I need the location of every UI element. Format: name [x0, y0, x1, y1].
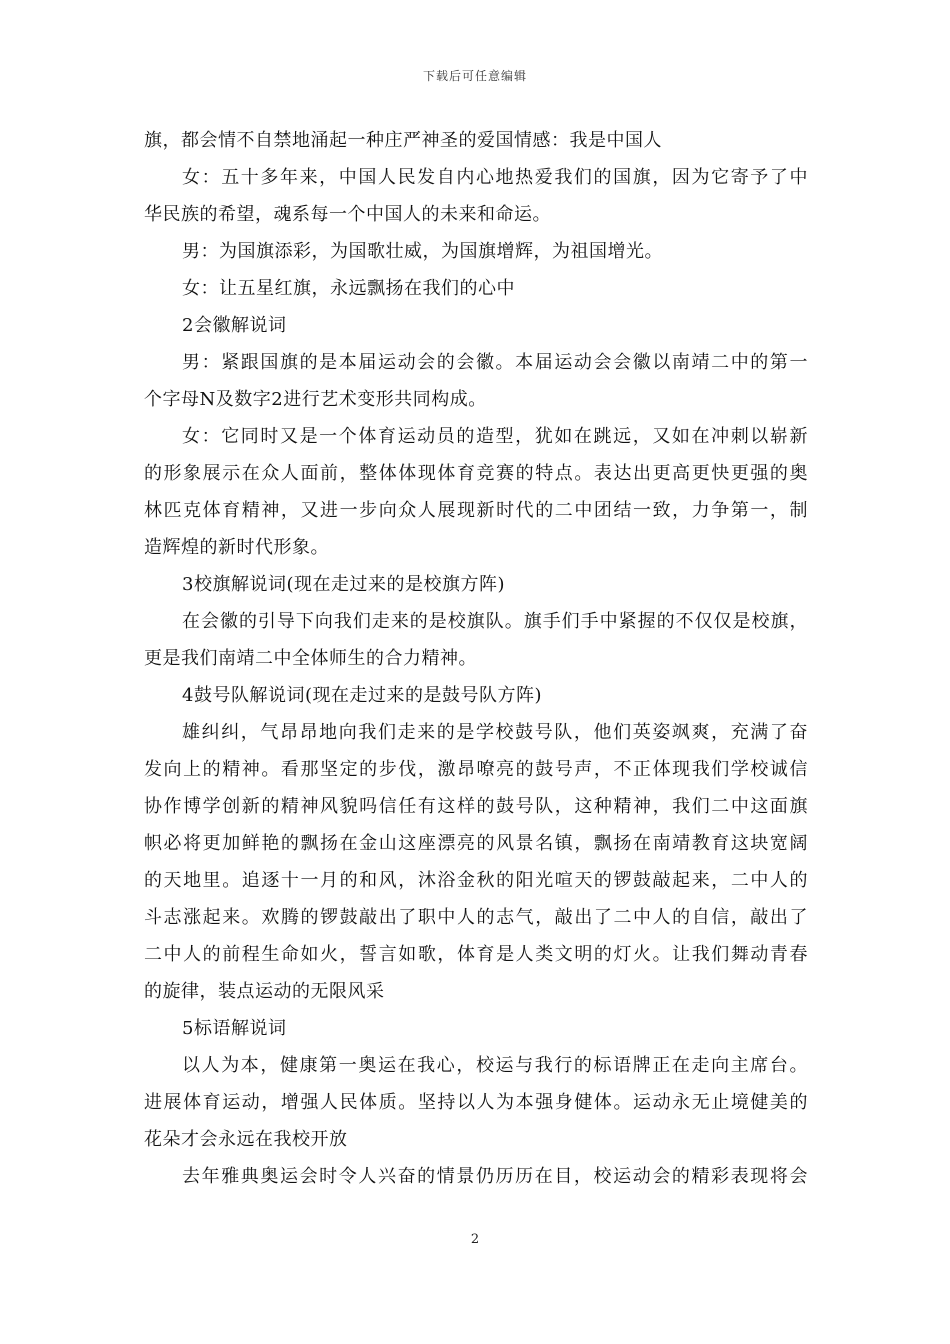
text-line: 男：紧跟国旗的是本届运动会的会徽。本届运动会会徽以南靖二中的第一	[182, 352, 808, 373]
text-line: 的形象展示在众人面前，整体体现体育竞赛的特点。表达出更高更快更强的奥	[144, 463, 808, 484]
text-line: 花朵才会永远在我校开放	[144, 1129, 348, 1150]
text-line: 旗，都会情不自禁地涌起一种庄严神圣的爱国情感：我是中国人	[144, 130, 662, 151]
text-line: 造辉煌的新时代形象。	[144, 537, 329, 558]
text-line: 帜必将更加鲜艳的飘扬在金山这座漂亮的风景名镇，飘扬在南靖教育这块宽阔	[144, 833, 808, 854]
text-line: 的天地里。追逐十一月的和风，沐浴金秋的阳光喧天的锣鼓敲起来，二中人的	[144, 870, 808, 891]
page-header: 下载后可任意编辑	[422, 69, 527, 83]
text-line: 以人为本，健康第一奥运在我心，校运与我行的标语牌正在走向主席台。	[182, 1055, 808, 1076]
document-body	[144, 122, 808, 1195]
text-line: 女：五十多年来，中国人民发自内心地热爱我们的国旗，因为它寄予了中	[182, 167, 808, 188]
text-line: 林匹克体育精神，又进一步向众人展现新时代的二中团结一致，力争第一，制	[144, 500, 808, 521]
text-line: 在会徽的引导下向我们走来的是校旗队。旗手们手中紧握的不仅仅是校旗，	[182, 611, 808, 632]
text-line: 更是我们南靖二中全体师生的合力精神。	[144, 648, 477, 669]
text-line: 2会徽解说词	[182, 315, 287, 336]
text-line: 斗志涨起来。欢腾的锣鼓敲出了职中人的志气，敲出了二中人的自信，敲出了	[144, 907, 808, 928]
text-line: 个字母N及数字2进行艺术变形共同构成。	[144, 389, 487, 410]
page-number: 2	[470, 1232, 480, 1247]
text-line: 男：为国旗添彩，为国歌壮威，为国旗增辉，为祖国增光。	[182, 241, 663, 262]
text-line: 华民族的希望，魂系每一个中国人的未来和命运。	[144, 204, 551, 225]
text-line: 5标语解说词	[182, 1018, 287, 1039]
text-line: 雄纠纠，气昂昂地向我们走来的是学校鼓号队，他们英姿飒爽，充满了奋	[182, 722, 808, 743]
text-line: 女：让五星红旗，永远飘扬在我们的心中	[182, 278, 515, 299]
text-line: 进展体育运动，增强人民体质。坚持以人为本强身健体。运动永无止境健美的	[144, 1092, 808, 1113]
text-line: 二中人的前程生命如火，誓言如歌，体育是人类文明的灯火。让我们舞动青春	[144, 944, 808, 965]
text-line: 4鼓号队解说词(现在走过来的是鼓号队方阵)	[182, 685, 542, 706]
text-line: 3校旗解说词(现在走过来的是校旗方阵)	[182, 574, 505, 595]
text-line: 女：它同时又是一个体育运动员的造型，犹如在跳远，又如在冲刺以崭新	[182, 426, 808, 447]
text-line: 去年雅典奥运会时令人兴奋的情景仍历历在目，校运动会的精彩表现将会	[182, 1166, 808, 1187]
text-line: 协作博学创新的精神风貌吗信任有这样的鼓号队，这种精神，我们二中这面旗	[144, 796, 808, 817]
text-line: 发向上的精神。看那坚定的步伐，激昂嘹亮的鼓号声，不正体现我们学校诚信	[144, 759, 808, 780]
text-line: 的旋律，装点运动的无限风采	[144, 981, 385, 1002]
